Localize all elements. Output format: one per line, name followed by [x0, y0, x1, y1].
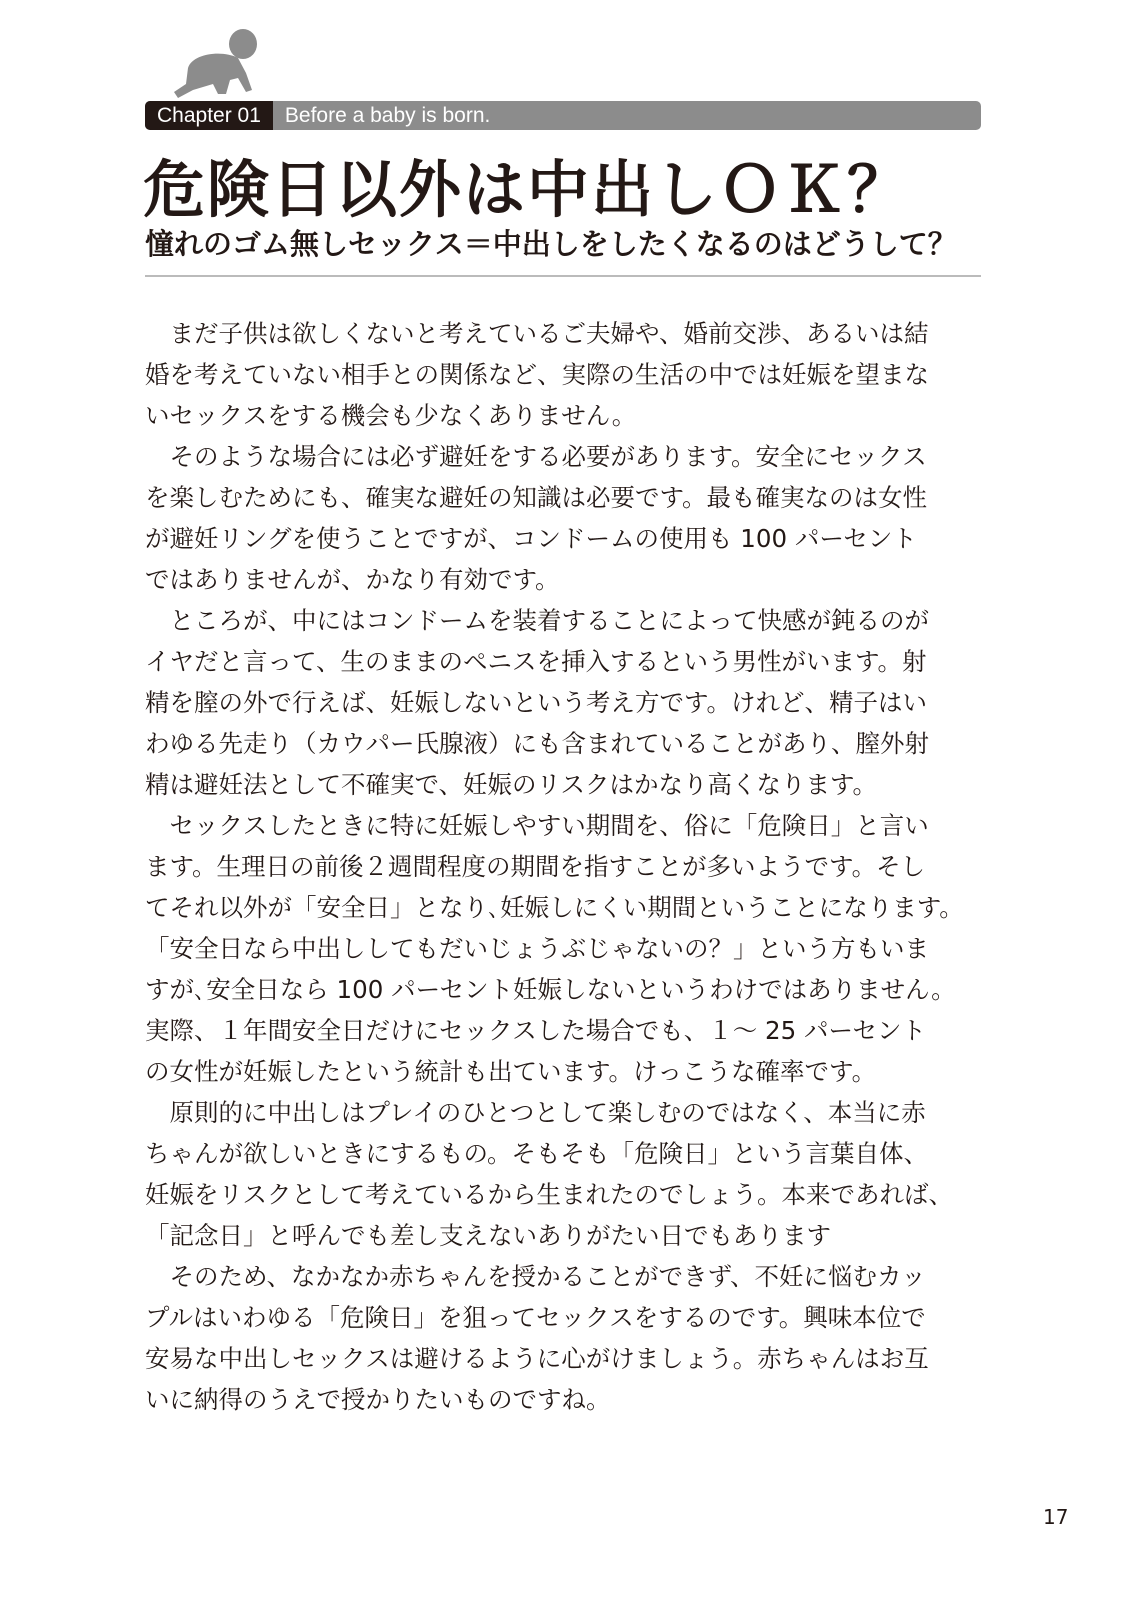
- body-line: プルはいわゆる「危険日」を狙ってセックスをするのです。興味本位で: [145, 1303, 926, 1332]
- body-line: 妊娠をリスクとして考えているから生まれたのでしょう。本来であれば、: [145, 1180, 954, 1209]
- crawling-baby-icon: [168, 28, 268, 100]
- body-line: 「安全日なら中出ししてもだいじょうぶじゃないの？」という方もいま: [145, 934, 929, 963]
- body-line: ところが、中にはコンドームを装着することによって快感が鈍るのが: [145, 606, 929, 635]
- body-line: の女性が妊娠したという統計も出ています。けっこうな確率です。: [145, 1057, 877, 1086]
- body-line: ではありませんが、かなり有効です。: [145, 565, 560, 594]
- chapter-subtitle: Before a baby is born.: [284, 103, 491, 127]
- body-line: 原則的に中出しはプレイのひとつとして楽しむのではなく、本当に赤: [145, 1098, 926, 1127]
- body-line: が避妊リングを使うことですが、コンドームの使用も 100 パーセント: [145, 524, 917, 553]
- body-line: 実際、１年間安全日だけにセックスした場合でも、１～ 25 パーセント: [145, 1016, 927, 1045]
- body-line: 「記念日」と呼んでも差し支えないありがたい日でもあります: [145, 1221, 831, 1250]
- page-title: 危険日以外は中出しＯＫ？: [143, 153, 912, 226]
- page-subtitle: 憧れのゴム無しセックス＝中出しをしたくなるのはどうして？: [145, 227, 957, 261]
- body-line: を楽しむためにも、確実な避妊の知識は必要です。最も確実なのは女性: [145, 483, 928, 512]
- body-line: そのため、なかなか赤ちゃんを授かることができず、不妊に悩むカッ: [145, 1262, 926, 1291]
- body-line: 安易な中出しセックスは避けるように心がけましょう。赤ちゃんはお互: [145, 1344, 929, 1373]
- page-number: 17: [1043, 1505, 1069, 1529]
- body-line: 精を膣の外で行えば、妊娠しないという考え方です。けれど、精子はい: [145, 688, 928, 717]
- body-line: ます。生理日の前後２週間程度の期間を指すことが多いようです。そし: [145, 852, 926, 881]
- divider: [145, 275, 981, 277]
- body-line: まだ子供は欲しくないと考えているご夫婦や、婚前交渉、あるいは結: [145, 319, 929, 348]
- body-line: 精は避妊法として不確実で、妊娠のリスクはかなり高くなります。: [145, 770, 878, 799]
- body-line: イヤだと言って、生のままのペニスを挿入するという男性がいます。射: [145, 647, 927, 676]
- body-line: わゆる先走り（カウパー氏腺液）にも含まれていることがあり、膣外射: [145, 729, 929, 758]
- body-line: セックスしたときに特に妊娠しやすい期間を、俗に「危険日」と言い: [145, 811, 929, 840]
- body-line: いセックスをする機会も少なくありません。: [145, 401, 637, 430]
- body-text: [145, 313, 985, 1420]
- body-line: 婚を考えていない相手との関係など、実際の生活の中では妊娠を望まな: [145, 360, 929, 389]
- body-line: いに納得のうえで授かりたいものですね。: [145, 1385, 611, 1414]
- chapter-band: [145, 101, 981, 130]
- body-line: ちゃんが欲しいときにするもの。そもそも「危険日」という言葉自体、: [145, 1139, 929, 1168]
- body-line: てそれ以外が「安全日」となり､妊娠しにくい期間ということになります。: [145, 893, 964, 922]
- chapter-label: Chapter 01: [145, 101, 273, 130]
- body-line: そのような場合には必ず避妊をする必要があります。安全にセックス: [145, 442, 927, 471]
- body-line: すが､安全日なら 100 パーセント妊娠しないというわけではありません。: [145, 975, 956, 1004]
